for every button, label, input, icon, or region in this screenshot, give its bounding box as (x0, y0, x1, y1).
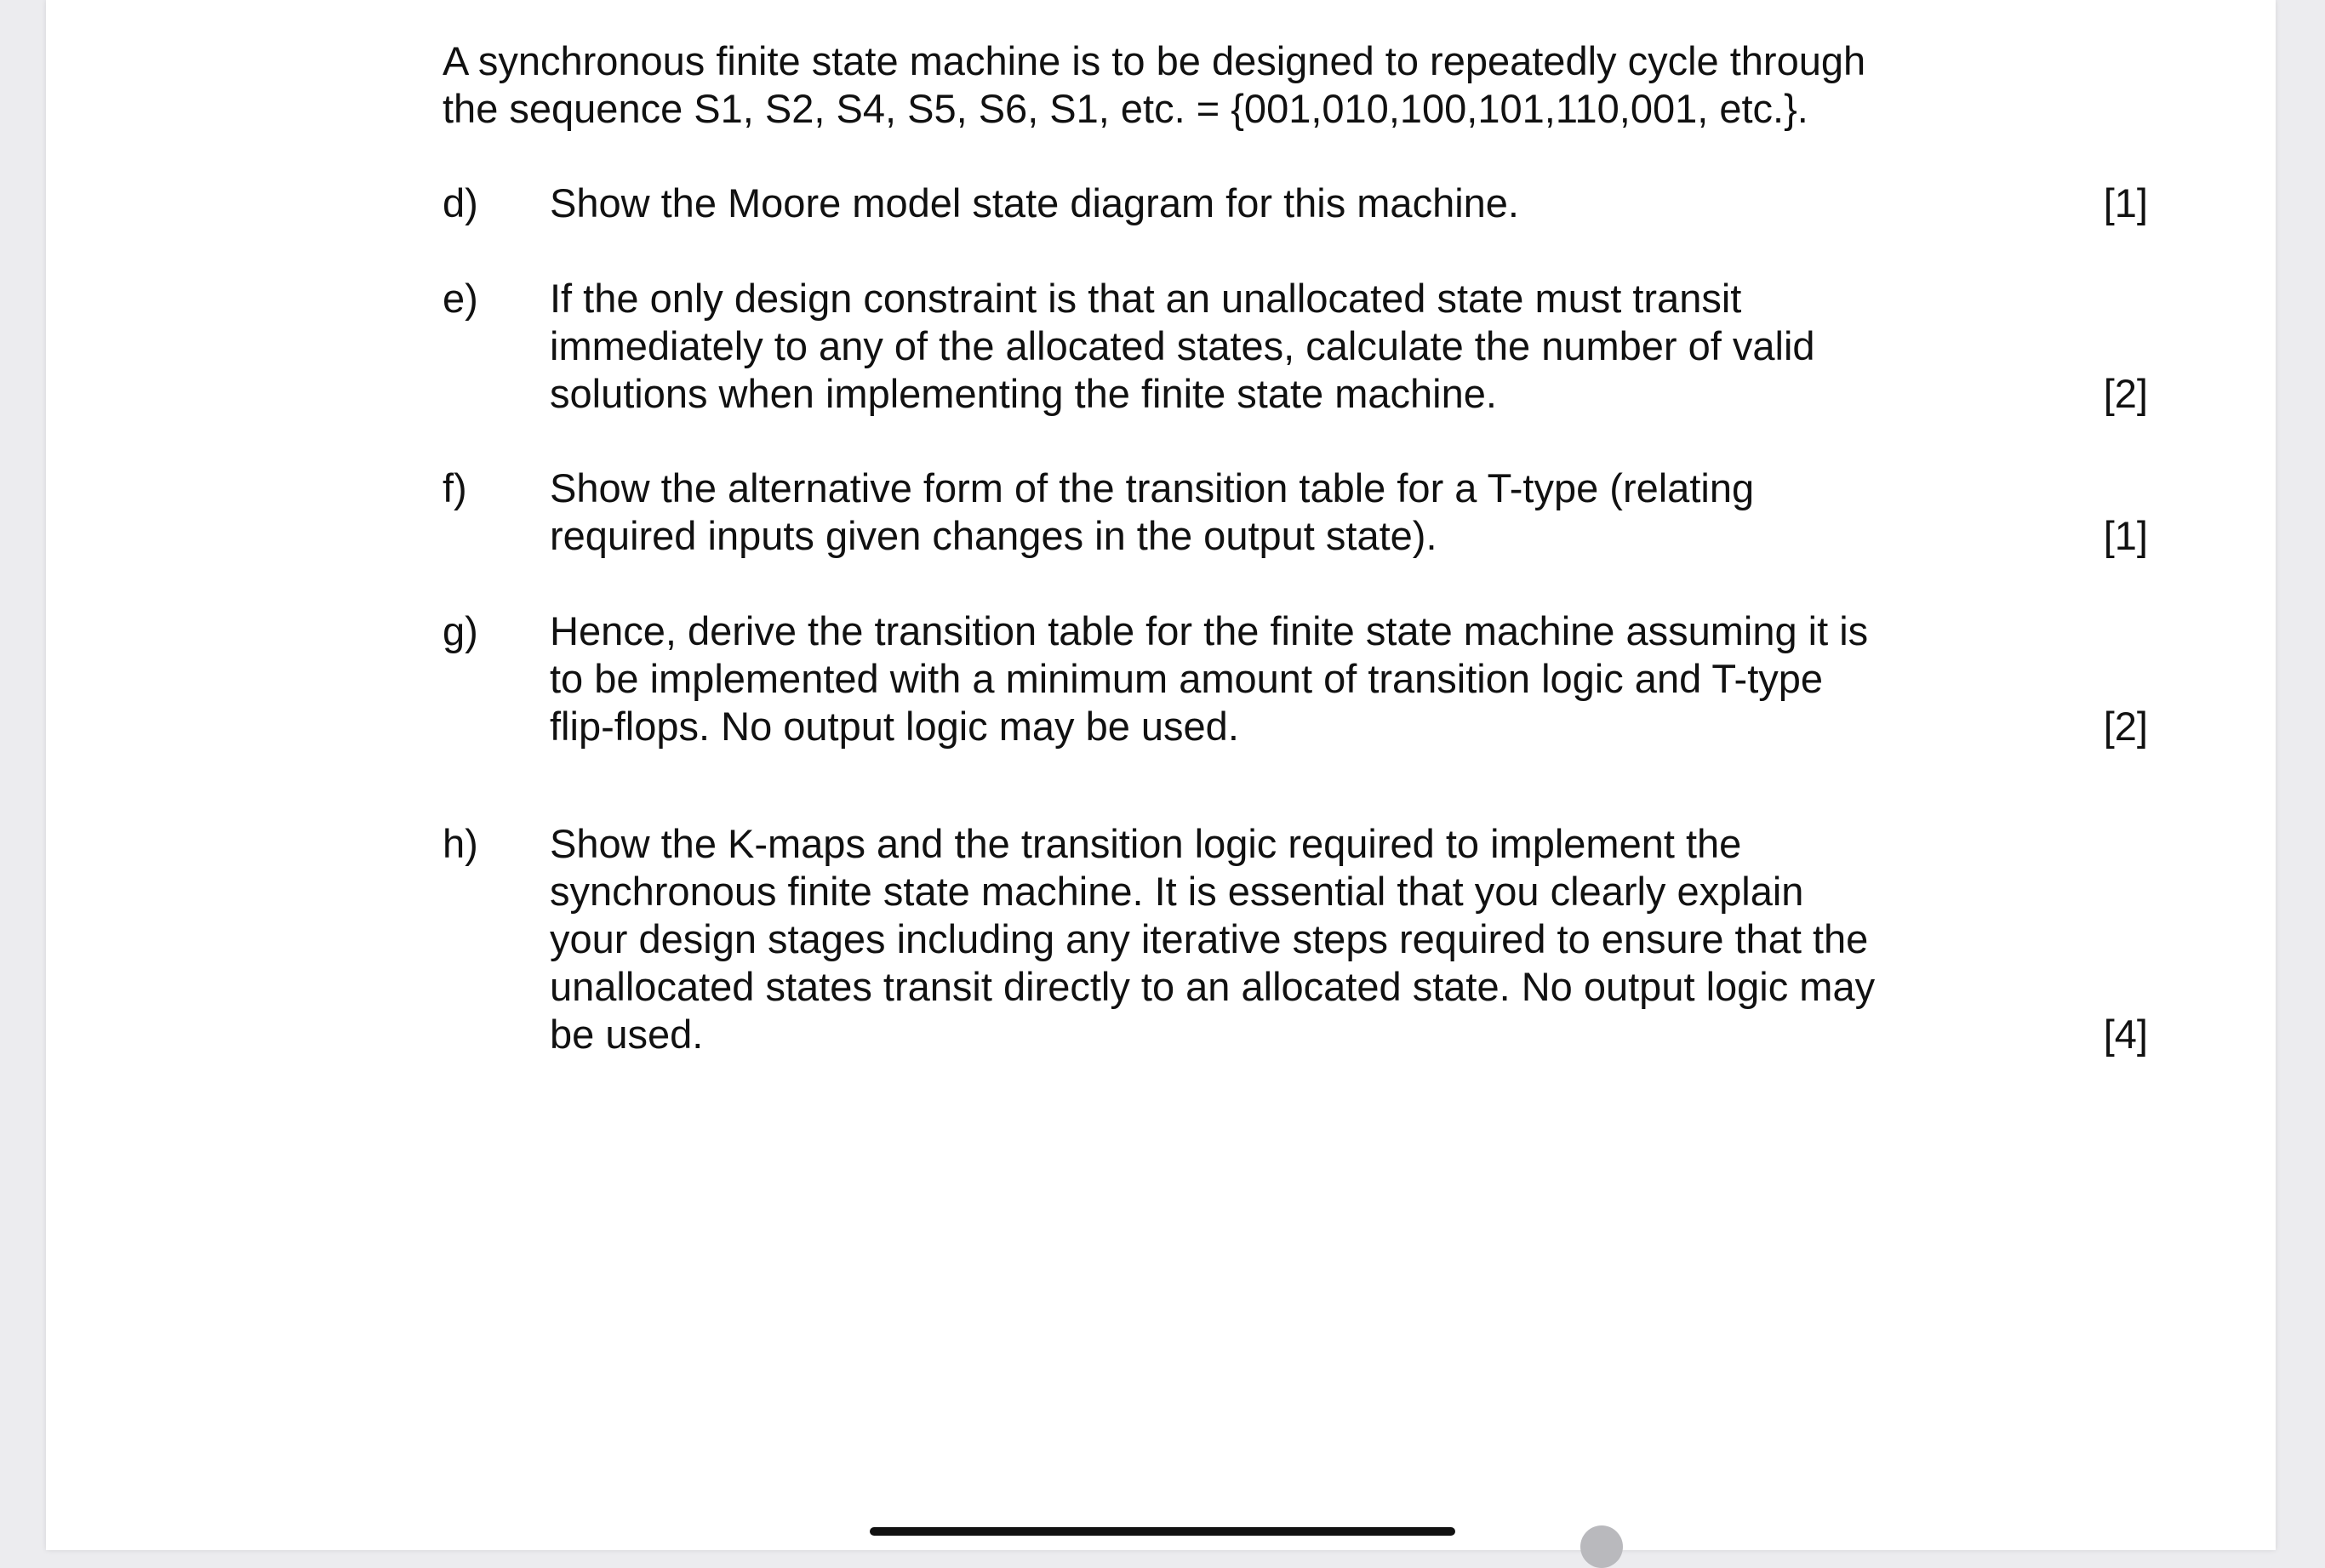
question-text (550, 820, 1875, 1058)
question-text (550, 180, 1519, 227)
question-label: e) (443, 276, 478, 321)
question-line: synchronous finite state machine. It is essential that you clearly explain (550, 869, 1804, 914)
marks-value: [2] (2103, 704, 2148, 749)
intro-paragraph (443, 37, 1865, 133)
question-line: your design stages including any iterative steps required to ensure that the (550, 916, 1869, 961)
question-label: f) (443, 465, 467, 510)
question-line: Show the K-maps and the transition logic required to implement the (550, 821, 1742, 866)
question-line: If the only design constraint is that an unallocated state must transit (550, 276, 1742, 321)
question-text (550, 465, 1754, 560)
question-line: Hence, derive the transition table for the finite state machine assuming it is (550, 608, 1869, 653)
question-line: to be implemented with a minimum amount of transition logic and T-type (550, 656, 1824, 701)
question-line: unallocated states transit directly to an allocated state. No output logic may (550, 964, 1876, 1009)
question-line: Show the Moore model state diagram for this machine. (550, 180, 1519, 225)
intro-line: A synchronous finite state machine is to be designed to repeatedly cycle through (443, 38, 1866, 83)
question-text (550, 275, 1815, 418)
question-line: solutions when implementing the finite state machine. (550, 371, 1497, 416)
question-label: h) (443, 821, 478, 866)
marks-value: [4] (2103, 1012, 2148, 1057)
marks-value: [1] (2103, 513, 2148, 558)
question-line: flip-flops. No output logic may be used. (550, 704, 1239, 749)
question-text (550, 607, 1868, 750)
intro-line: the sequence S1, S2, S4, S5, S6, S1, etc. = {001,010,100,101,110,001, etc.}. (443, 86, 1808, 131)
home-indicator-bar[interactable] (870, 1527, 1455, 1536)
question-line: Show the alternative form of the transition table for a T-type (relating (550, 465, 1755, 510)
document-page (46, 0, 2276, 1550)
marks-value: [2] (2103, 371, 2148, 416)
question-line: required inputs given changes in the output state). (550, 513, 1437, 558)
question-label: g) (443, 608, 478, 653)
scroll-handle[interactable] (1580, 1525, 1623, 1568)
marks-value: [1] (2103, 180, 2148, 225)
question-line: be used. (550, 1012, 704, 1057)
question-label: d) (443, 180, 478, 225)
question-line: immediately to any of the allocated states, calculate the number of valid (550, 323, 1815, 368)
